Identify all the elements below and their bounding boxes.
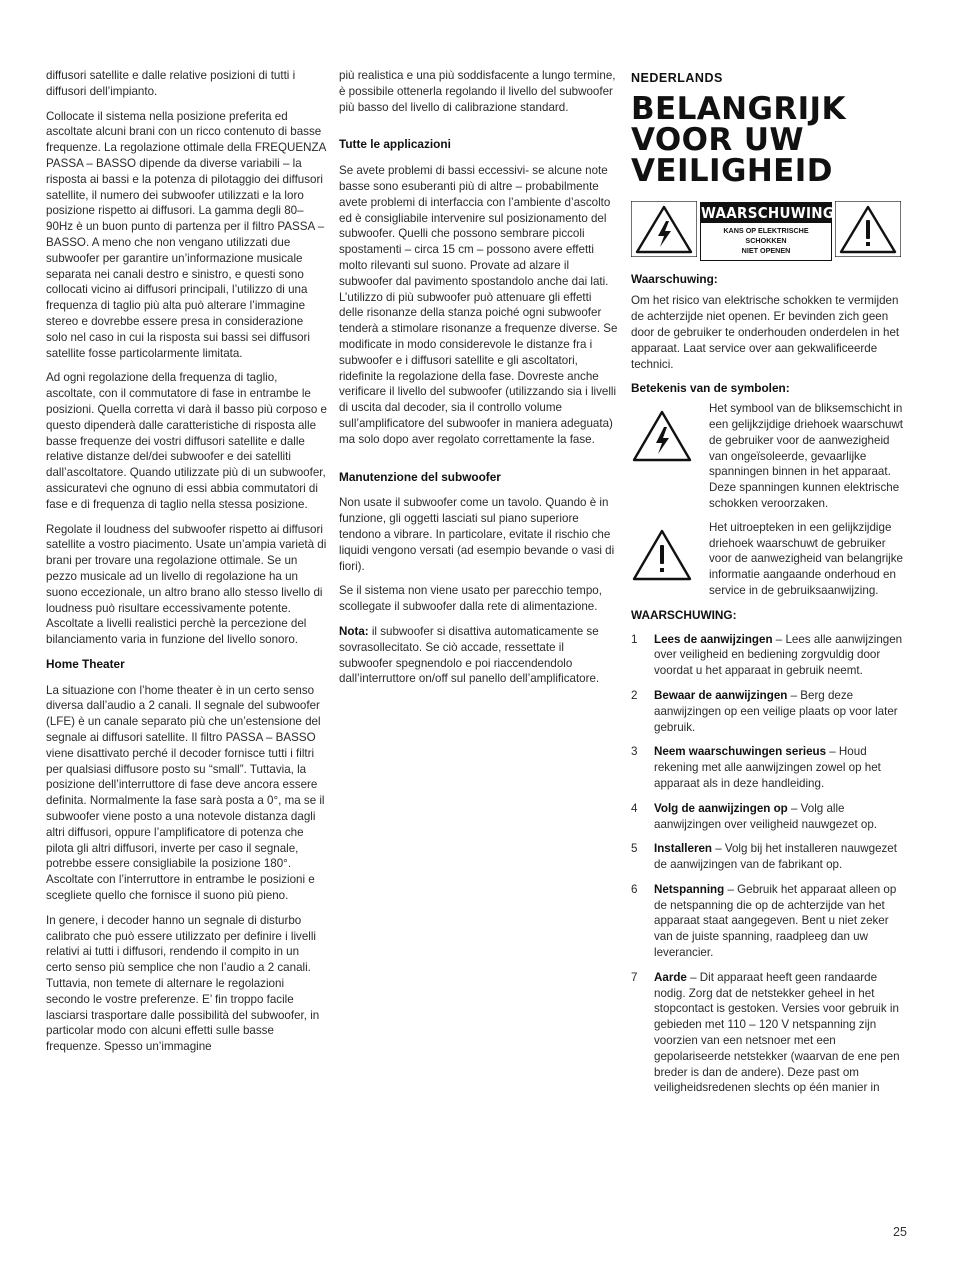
- note-label: Nota:: [339, 624, 369, 638]
- item-number: 2: [631, 688, 638, 702]
- title-line: VOOR UW: [631, 121, 804, 158]
- page-number: 25: [893, 1225, 907, 1239]
- item-text: – Volg bij het installeren nauwgezet de aanwijzingen van de fabrikant op.: [654, 842, 897, 872]
- lightning-triangle-icon: [631, 453, 693, 466]
- paragraph: diffusori satellite e dalle relative posizioni di tutti i diffusori dell’impianto.: [46, 69, 296, 98]
- heading-home-theater: Home Theater: [46, 656, 125, 671]
- symbol-lightning-text: Het symbool van de bliksemschicht in een gelijkzijdige driehoek waarschuwt de gebruiker voor de aanwezigheid van ongeïsoleerde, gevaarlijke spanningen binnen in het apparaat. Deze spanningen kunnen elektrische schokken veroorzaken.: [709, 402, 903, 510]
- list-item: [631, 744, 910, 791]
- item-title: Volg de aanwijzingen op: [654, 801, 788, 815]
- list-item: [631, 632, 910, 679]
- paragraph: Non usate il subwoofer come un tavolo. Quando è in funzione, gli oggetti lasciati sul piano superiore tendono a vibrare. In particolare, evitate il rischio che liquidi vengono versati (ad esempio bevande o vasi di fiori).: [339, 496, 615, 573]
- symbol-exclamation-row: [631, 520, 910, 599]
- list-item: [631, 688, 910, 735]
- item-text: – Gebruik het apparaat alleen op de netspanning die op de achterzijde van het apparaat staat aangegeven. Bent u niet zeker van de juiste spanning, raadpleeg dan uw leverancier.: [654, 882, 897, 960]
- item-title: Installeren: [654, 842, 712, 856]
- column-3: [631, 68, 910, 1105]
- warning-label-title: WAARSCHUWING: [701, 203, 835, 222]
- item-title: Bewaar de aanwijzingen: [654, 688, 788, 702]
- paragraph: Ad ogni regolazione della frequenza di taglio, ascoltate, con il commutatore di fase in entrambe le posizioni. Quella corretta vi darà il basso più corposo e questo dipenderà dalle caratteristiche di risposta alle basse frequenze dei vostri diffusori satellite e dalle relative distanze del/dei subwoofer e dei satelliti dall’ascoltatore. Quando utilizzate più di un subwoofer, assicuratevi che ognuno di essi abbia commutatori di fase e di frequenza di taglio nella stessa posizione.: [46, 371, 327, 511]
- paragraph: Regolate il loudness del subwoofer rispetto ai diffusori satellite a vostro piacimento. Usate un’ampia varietà di brani per trovare una regolazione ottimale. Se un pezzo musicale ad un livello di regolazione ha un suono eccezionale, un altro brano allo stesso livello di loudness può risultare eccessivamente potente. Ascoltate a livelli realistici perchè la percezione del bilanciamento varia in funzione del livello sonoro.: [46, 522, 327, 647]
- note-text: il subwoofer si disattiva automaticamente se sovrasollecitato. Se ciò accade, ressettate il subwoofer spegnendolo e poi riaccendendolo dall’interruttore on/off sul panello dell’amplificatore.: [339, 624, 600, 686]
- item-number: 5: [631, 842, 638, 856]
- symbol-exclamation-text: Het uitroepteken in een gelijkzijdige driehoek waarschuwt de gebruiker voor de aanwezigheid van belangrijke informatie aangaande onderhoud en service in de gebruiksaanwijzing.: [709, 520, 904, 597]
- paragraph: Collocate il sistema nella posizione preferita ed ascoltate alcuni brani con un ricco contenuto di basse frequenze. La regolazione ottimale della FREQUENZA PASSA – BASSO dipende da diverse variabili – la risposta ai bassi e la potenza di pilotaggio dei diffusori satellite, il numero dei subwoofer utilizzati e la loro posizione rispetto ai diffusori. La gamma degli 80–90Hz è un buon punto di partenza per il filtro PASSA – BASSO. A meno che non vengano utilizzati due subwoofer per garantire un’informazione musicale separata nei canali destro e sinistro, e questi sono collocati vicino ai diffusori principali, l’utilizzo di una frequenza di taglio più alta può alterare l’immagine stereo e dovrebbe essere presa in considerazione solo nel caso in cui la risposta sui bassi sei diffusori satellite fosse particolarmente limitata.: [46, 109, 326, 360]
- symbol-lightning-row: [631, 401, 910, 512]
- column-1: [46, 68, 327, 1064]
- note-paragraph: [339, 624, 619, 687]
- language-label: NEDERLANDS: [631, 71, 723, 85]
- item-text: – Dit apparaat heeft geen randaarde nodig. Zorg dat de netstekker geheel in het stopcontact is gestoken. Versies voor gebruik in gebieden met 110 – 120 V netspanning zijn voorzien van een netsnoer met een gepolariseerde netstekker (waarvan de ene pen breder is dan de andere). Deze past om veiligheidsredenen slechts op één manier in: [654, 970, 900, 1095]
- item-title: Neem waarschuwingen serieus: [654, 745, 827, 759]
- warning-label-line: NIET OPENEN: [741, 245, 791, 255]
- list-item: [631, 841, 910, 873]
- warning-label-line: KANS OP ELEKTRISCHE SCHOKKEN: [723, 225, 809, 245]
- paragraph: Se avete problemi di bassi eccessivi- se alcune note basse sono esuberanti più di altre – probabilmente avete problemi di interfaccia con l’ambiente d’ascolto ed è consigliabile intervenire sul posizionamento del subwoofer. Quelli che possono sembrare piccoli spostamenti – circa 15 cm – possono avere effetti molto rilevanti sul suono. Provate ad alzare il subwoofer dal pavimento spostandolo anche dai lati. L’utilizzo di più subwoofer può attenuare gli effetti delle risonanze della stanza poiché ogni subwoofer tenderà a stimolare risonanze a frequenze diverse. Se modificate in modo considerevole le distanze fra i subwoofer e i diffusori satellite e gli ascoltatori, ridefinite la regolazione della fase. Dovreste anche verificare il livello del subwoofer (utilizzando sia i livelli di uscita dal decoder, sia il controllo volume sull’amplificatore del subwoofer in maniera adeguata) ma solo dopo aver regolato correttamente la fase.: [339, 164, 618, 446]
- title-line: BELANGRIJK: [631, 90, 846, 127]
- paragraph: più realistica e una più soddisfacente a lungo termine, è possibile ottenerla regolando il livello del subwoofer più basso del livello di calibrazione standard.: [339, 69, 616, 114]
- paragraph: Se il sistema non viene usato per parecchio tempo, scollegate il subwoofer dalla rete di alimentazione.: [339, 584, 602, 614]
- paragraph: In genere, i decoder hanno un segnale di disturbo calibrato che può essere utilizzato per definire i livelli relativi ai tutti i diffusori, rendendo il compito in un certo senso più semplice che non l’audio a 2 canali. Tuttavia, non temete di alternare le regolazioni secondo le vostre preferenze. E’ fin troppo facile lasciarsi trasportare dalle possibilità del subwoofer, in particolar modo con alcuni effetti sulle basse frequenze. Spesso un’immagine: [46, 913, 320, 1054]
- item-text: – Volg alle aanwijzingen over veiligheid nauwgezet op.: [654, 801, 878, 831]
- page-title: [631, 90, 910, 189]
- item-number: 4: [631, 801, 638, 815]
- item-number: 6: [631, 882, 638, 896]
- exclamation-triangle-icon: [631, 572, 693, 585]
- item-text: – Houd rekening met alle aanwijzingen zowel op het apparaat als in deze handleiding.: [654, 745, 881, 790]
- paragraph: La situazione con l’home theater è in un certo senso diversa dall’audio a 2 canali. Il segnale del subwoofer (LFE) è un canale separato più che un’estensione del segnale ai diffusori satellite. Il filtro PASSA – BASSO viene disattivato perché il decoder fornisce tutti i filtri per qualsiasi diffusore posto su “small”. Tuttavia, la posizione dell’interruttore di fase deve ancora essere definita. Normalmente la fase sarà posta a 0°, ma se il subwoofer viene posto a una notevole distanza dagli altri diffusori, oppure l’amplificatore di potenza che pilota gli altri diffusori, inverte per caso il segnale, potrebbe essere consigliabile la posizione 180°. Ascoltate con l’interruttore in entrambe le posizioni e scegliete quello che fornisce il suono più pieno.: [46, 683, 325, 903]
- item-number: 7: [631, 970, 638, 984]
- warning-text: Om het risico van elektrische schokken te vermijden de achterzijde niet openen. Er bevinden zich geen door de gebruiker te onderhouden onderdelen in het apparaat. Laat service over aan gekwalificeerde technici.: [631, 294, 900, 371]
- warning-banner: [631, 201, 901, 262]
- warning-heading: Waarschuwing:: [631, 271, 718, 286]
- item-number: 1: [631, 632, 638, 646]
- symbols-heading: Betekenis van de symbolen:: [631, 381, 790, 396]
- item-number: 3: [631, 745, 638, 759]
- list-item: [631, 882, 910, 961]
- item-text: – Lees alle aanwijzingen over veiligheid en bediening zorgvuldig door voordat u het apparaat in gebruik neemt.: [654, 632, 903, 678]
- item-title: Lees de aanwijzingen: [654, 632, 773, 646]
- heading-maintenance: Manutenzione del subwoofer: [339, 469, 501, 484]
- heading-all-applications: Tutte le applicazioni: [339, 137, 451, 152]
- lightning-triangle-icon: [631, 201, 697, 262]
- item-title: Netspanning: [654, 882, 725, 896]
- list-heading: WAARSCHUWING:: [631, 607, 737, 622]
- warning-label: [700, 202, 835, 261]
- item-title: Aarde: [654, 970, 687, 984]
- list-item: [631, 970, 910, 1096]
- safety-list: [631, 632, 910, 1097]
- column-2: [339, 68, 619, 696]
- title-line: VEILIGHEID: [631, 152, 833, 189]
- list-item: [631, 801, 910, 833]
- item-text: – Berg deze aanwijzingen op een veilige plaats op voor later gebruik.: [654, 688, 898, 734]
- exclamation-triangle-icon: [835, 201, 901, 262]
